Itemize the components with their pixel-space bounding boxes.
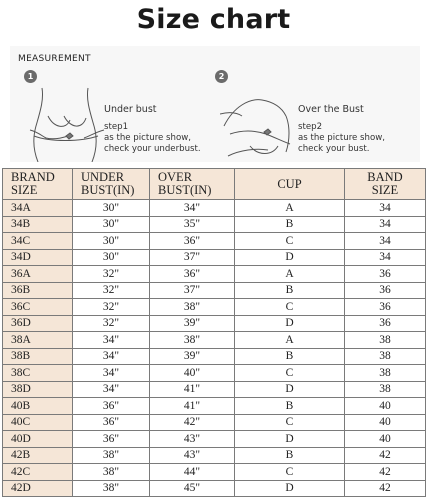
table-row [3,480,426,497]
header-line: BRAND [11,170,55,184]
cup-cell: C [235,233,345,250]
over-bust-cell: 37" [150,282,235,299]
header-line: BUST(IN) [81,183,135,197]
step1-line: step1 [104,122,129,132]
band-size-cell: 36 [345,315,426,332]
table-row [3,398,426,415]
band-size-cell: 42 [345,464,426,481]
cup-cell: B [235,398,345,415]
band-size-cell: 40 [345,414,426,431]
brand-size-cell: 38C [3,365,73,382]
header-line: BUST(IN) [158,183,212,197]
over-bust-cell: 34" [150,200,235,217]
step2-line: step2 [298,122,323,132]
column-header-cup [235,169,345,200]
band-size-cell: 40 [345,431,426,448]
band-size-cell: 42 [345,447,426,464]
cup-cell: D [235,315,345,332]
step2-instructions [298,122,385,155]
under-bust-cell: 34" [73,332,150,349]
cup-cell: B [235,348,345,365]
table-row [3,299,426,316]
over-bust-cell: 42" [150,414,235,431]
header-line: CUP [277,176,302,191]
step1-instructions [104,122,201,155]
cup-cell: D [235,480,345,497]
brand-size-cell: 42D [3,480,73,497]
over-bust-cell: 40" [150,365,235,382]
cup-cell: D [235,431,345,448]
brand-size-cell: 34D [3,249,73,266]
brand-size-cell: 36C [3,299,73,316]
table-row [3,216,426,233]
under-bust-cell: 36" [73,431,150,448]
table-row [3,431,426,448]
brand-size-cell: 34C [3,233,73,250]
band-size-cell: 34 [345,200,426,217]
cup-cell: A [235,266,345,283]
brand-size-cell: 34A [3,200,73,217]
table-row [3,233,426,250]
cup-cell: C [235,365,345,382]
table-row [3,315,426,332]
header-line: SIZE [371,183,399,197]
under-bust-cell: 34" [73,381,150,398]
under-bust-cell: 30" [73,249,150,266]
over-bust-cell: 38" [150,299,235,316]
measurement-panel [10,46,420,162]
brand-size-cell: 34B [3,216,73,233]
table-row [3,381,426,398]
over-bust-cell: 36" [150,233,235,250]
table-header-row [3,169,426,200]
header-line: SIZE [11,183,38,197]
table-row [3,365,426,382]
cup-cell: D [235,249,345,266]
table-row [3,348,426,365]
cup-cell: A [235,332,345,349]
table-row [3,332,426,349]
header-line: UNDER [81,170,125,184]
band-size-cell: 40 [345,398,426,415]
over-bust-cell: 37" [150,249,235,266]
over-bust-cell: 43" [150,431,235,448]
column-header-band-size [345,169,426,200]
measurement-heading: MEASUREMENT [18,54,91,64]
cup-cell: C [235,299,345,316]
over-bust-cell: 38" [150,332,235,349]
under-bust-cell: 38" [73,480,150,497]
size-chart-table [2,168,426,497]
brand-size-cell: 42B [3,447,73,464]
band-size-cell: 38 [345,348,426,365]
brand-size-cell: 38B [3,348,73,365]
table-row [3,464,426,481]
brand-size-cell: 40D [3,431,73,448]
over-bust-cell: 39" [150,348,235,365]
under-bust-cell: 32" [73,315,150,332]
cup-cell: B [235,216,345,233]
band-size-cell: 36 [345,299,426,316]
underbust-figure-illustration [28,86,108,162]
brand-size-cell: 36B [3,282,73,299]
band-size-cell: 36 [345,282,426,299]
brand-size-cell: 36D [3,315,73,332]
band-size-cell: 42 [345,480,426,497]
overbust-figure-illustration [220,86,300,162]
brand-size-cell: 36A [3,266,73,283]
under-bust-cell: 38" [73,447,150,464]
step2-label: Over the Bust [298,104,364,115]
over-bust-cell: 41" [150,381,235,398]
under-bust-cell: 30" [73,200,150,217]
cup-cell: C [235,414,345,431]
step2-line: as the picture show, [298,133,385,143]
under-bust-cell: 30" [73,216,150,233]
column-header-under-bust [73,169,150,200]
over-bust-cell: 36" [150,266,235,283]
brand-size-cell: 42C [3,464,73,481]
page-title: Size chart [136,4,291,35]
over-bust-cell: 35" [150,216,235,233]
cup-cell: B [235,447,345,464]
brand-size-cell: 40C [3,414,73,431]
cup-cell: B [235,282,345,299]
under-bust-cell: 32" [73,299,150,316]
under-bust-cell: 32" [73,282,150,299]
column-header-brand-size [3,169,73,200]
cup-cell: A [235,200,345,217]
under-bust-cell: 32" [73,266,150,283]
column-header-over-bust [150,169,235,200]
cup-cell: C [235,464,345,481]
band-size-cell: 36 [345,266,426,283]
cup-cell: D [235,381,345,398]
table-row [3,249,426,266]
table-row [3,447,426,464]
table-row [3,200,426,217]
brand-size-cell: 38A [3,332,73,349]
over-bust-cell: 39" [150,315,235,332]
band-size-cell: 34 [345,216,426,233]
over-bust-cell: 45" [150,480,235,497]
step1-number-badge: 1 [24,70,37,83]
brand-size-cell: 38D [3,381,73,398]
brand-size-cell: 40B [3,398,73,415]
step2-line: check your bust. [298,144,370,154]
table-row [3,266,426,283]
step1-line: check your underbust. [104,144,201,154]
table-row [3,282,426,299]
band-size-cell: 38 [345,332,426,349]
header-line: OVER [158,170,193,184]
under-bust-cell: 38" [73,464,150,481]
over-bust-cell: 44" [150,464,235,481]
under-bust-cell: 34" [73,348,150,365]
band-size-cell: 34 [345,233,426,250]
over-bust-cell: 41" [150,398,235,415]
step1-line: as the picture show, [104,133,191,143]
band-size-cell: 38 [345,381,426,398]
table-row [3,414,426,431]
over-bust-cell: 43" [150,447,235,464]
band-size-cell: 34 [345,249,426,266]
under-bust-cell: 36" [73,398,150,415]
under-bust-cell: 30" [73,233,150,250]
step2-number-badge: 2 [215,70,228,83]
band-size-cell: 38 [345,365,426,382]
under-bust-cell: 36" [73,414,150,431]
step1-label: Under bust [104,104,157,115]
header-line: BAND [367,170,403,184]
under-bust-cell: 34" [73,365,150,382]
